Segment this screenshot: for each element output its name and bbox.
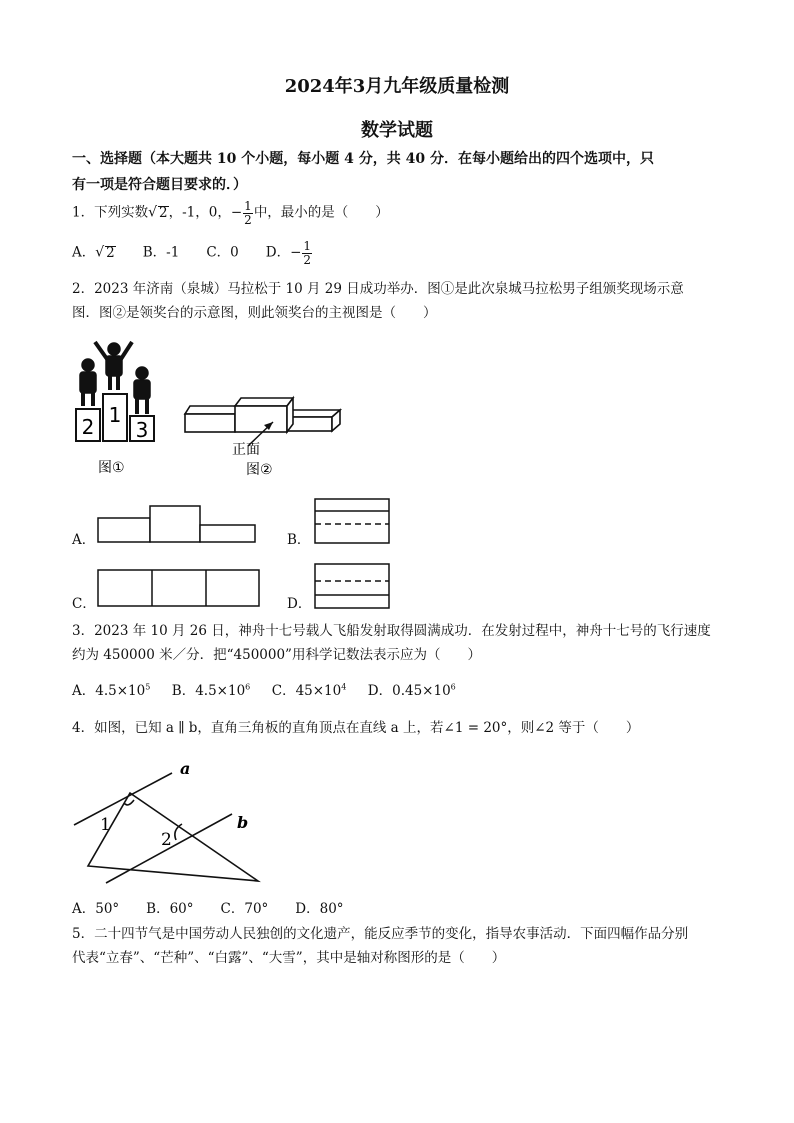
q1-stem-c: 中，最小的是（ ） [253,204,389,221]
q1-option-a-value: 2 [106,244,115,261]
page-subtitle: 数学试题 [361,120,433,141]
label-line-b: b [237,813,249,832]
q1-frac-num: 1 [244,199,252,213]
q2-option-d[interactable]: D． [287,596,312,612]
q3-option-c[interactable]: C．$45\times 10^4$ [271,682,347,699]
q2-option-c-figure [96,568,266,613]
q3-option-a[interactable]: A．$4.5\times 10^5$ [72,682,151,699]
q1-option-d-den: 2 [303,252,312,267]
q2-option-d-figure [313,562,393,612]
q1-options: A．√ 2 B．-1 C．0 D．− $\frac{1}{2}$ [72,239,312,267]
page-title: 2024年3月九年级质量检测 [284,76,510,97]
q3-option-b[interactable]: B．$4.5\times 10^6$ [171,682,251,699]
q4-options[interactable]: A．50° B．60° C．70° D．80° [72,901,344,917]
q4-parallel-lines-triangle-figure [72,758,292,893]
q1-option-d-neg: − [290,244,302,261]
section-heading-line1: 一、选择题（本大题共 10 个小题，每小题 4 分，共 40 分．在每小题给出的四个选项中，只 [72,151,654,167]
label-line-a: a [180,759,191,778]
q1-stem-a: 1．下列实数 [72,204,149,221]
podium-number-1: 1 [108,403,122,427]
q1-frac-den: 2 [244,212,252,227]
q3-option-d[interactable]: D．$0.45\times 10^6$ [367,682,456,699]
question-3-line2: 约为 450000 米／分．把“450000”用科学记数法表示应为（ ） [72,647,481,663]
question-2-line1: 2．2023 年济南（泉城）马拉松于 10 月 29 日成功举办．图①是此次泉城马拉松男子组颁奖现场示意 [72,281,684,297]
q2-option-b[interactable]: B． [287,532,311,548]
q2-option-c[interactable]: C． [72,596,96,612]
section-heading-line2: 有一项是符合题目要求的．） [72,177,247,193]
question-2-line2: 图．图②是领奖台的示意图，则此领奖台的主视图是（ ） [72,305,437,321]
q3-options [72,683,456,698]
q1-stem-b: ，-1，0， [168,204,231,221]
question-1: 1．下列实数√ 2，-1，0，− $\frac{1}{2}$ 中，最小的是（ ） [72,199,389,227]
q2-option-b-figure [313,497,393,547]
label-angle-2: 2 [161,830,172,850]
q2-option-a[interactable]: A． [72,532,96,548]
podium-number-3: 3 [135,418,149,442]
front-label: 正面 [232,442,260,458]
question-5-line2: 代表“立春”、“芒种”、“白露”、“大雪”，其中是轴对称图形的是（ ） [72,950,506,966]
question-4: 4．如图，已知 a ∥ b，直角三角板的直角顶点在直线 a 上，若∠1 = 20°，则∠2 等于（ ） [72,720,640,736]
question-5-line1: 5．二十四节气是中国劳动人民独创的文化遗产，能反应季节的变化，指导农事活动．下面四幅作品分别 [72,926,689,942]
label-angle-1: 1 [100,815,111,835]
figure-2-podium-3d [180,392,360,482]
podium-number-2: 2 [81,415,95,439]
q1-option-d-num: 1 [303,239,312,253]
figure-1-label: 图① [98,460,125,476]
q1-sqrt-value: 2 [159,204,168,221]
figure-2-label: 图② [246,462,273,478]
q1-neg-sign: − [230,204,243,221]
q1-fraction [243,200,253,226]
q2-option-a-figure [96,504,266,549]
q1-option-a-label: A． [72,244,96,261]
q1-options-bcd: B．-1 C．0 D． [115,244,291,261]
question-3-line1: 3．2023 年 10 月 26 日，神舟十七号载人飞船发射取得圆满成功．在发射过程中，神舟十七号的飞行速度 [72,623,711,639]
q1-option-d-fraction [302,240,312,266]
